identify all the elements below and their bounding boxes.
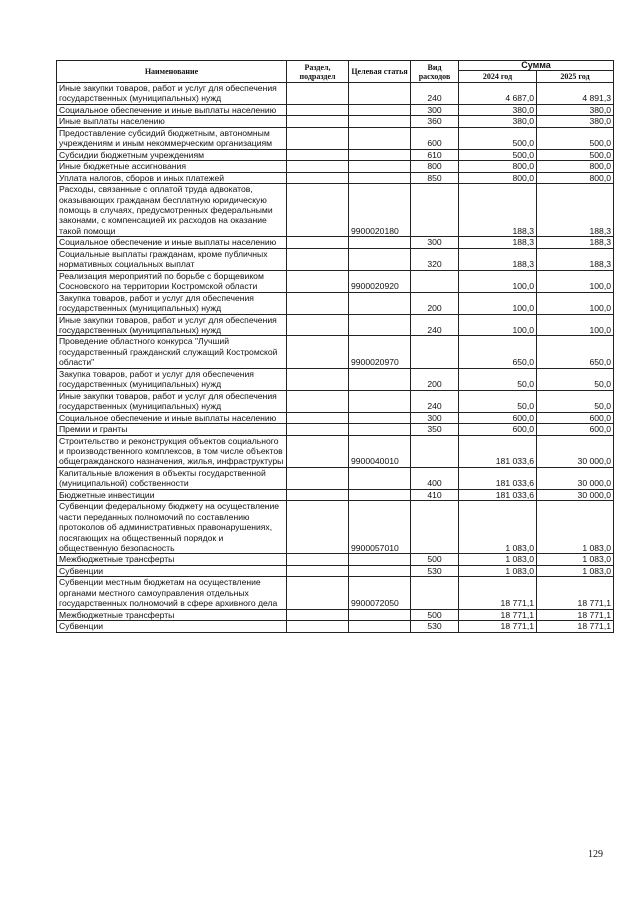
cell-2024: 500,0: [459, 149, 537, 160]
cell-type: [411, 270, 459, 292]
cell-target: [349, 149, 411, 160]
cell-target: [349, 554, 411, 565]
cell-2025: 1 083,0: [537, 554, 614, 565]
cell-target: [349, 83, 411, 105]
cell-type: 300: [411, 104, 459, 115]
cell-type: 300: [411, 412, 459, 423]
cell-2024: 18 771,1: [459, 621, 537, 632]
cell-name: Иные бюджетные ассигнования: [57, 161, 287, 172]
table-row: [57, 161, 614, 172]
table-row: [57, 83, 614, 105]
table-row: [57, 412, 614, 423]
cell-2025: 500,0: [537, 127, 614, 149]
cell-type: 350: [411, 424, 459, 435]
cell-type: 360: [411, 116, 459, 127]
cell-2024: 600,0: [459, 424, 537, 435]
cell-target: [349, 104, 411, 115]
cell-2024: 181 033,6: [459, 435, 537, 467]
cell-section: [287, 565, 349, 576]
cell-2025: 30 000,0: [537, 467, 614, 489]
cell-name: Строительство и реконструкция объектов социального и производственного комплексов, в том числе объектов общегражданского назначения, жилья, инфраструктуры: [57, 435, 287, 467]
cell-name: Иные закупки товаров, работ и услуг для обеспечения государственных (муниципальных) нужд: [57, 390, 287, 412]
table-row: [57, 390, 614, 412]
cell-2024: 1 083,0: [459, 554, 537, 565]
cell-name: Реализация мероприятий по борьбе с борщевиком Сосновского на территории Костромской области: [57, 270, 287, 292]
cell-target: [349, 390, 411, 412]
table-row: [57, 104, 614, 115]
cell-section: [287, 467, 349, 489]
cell-section: [287, 424, 349, 435]
table-row: [57, 565, 614, 576]
cell-2025: 188,3: [537, 184, 614, 237]
cell-2024: 50,0: [459, 390, 537, 412]
cell-2024: 18 771,1: [459, 609, 537, 620]
cell-2024: 380,0: [459, 116, 537, 127]
cell-2025: 50,0: [537, 368, 614, 390]
cell-2024: 18 771,1: [459, 577, 537, 609]
page-number: 129: [588, 849, 603, 860]
cell-target: [349, 237, 411, 248]
cell-type: 530: [411, 565, 459, 576]
budget-table: [56, 60, 614, 633]
table-row: [57, 609, 614, 620]
cell-name: Капитальные вложения в объекты государственной (муниципальной) собственности: [57, 467, 287, 489]
cell-name: Субвенции: [57, 621, 287, 632]
cell-2024: 1 083,0: [459, 501, 537, 554]
table-row: [57, 292, 614, 314]
header-sum: Сумма: [459, 61, 614, 71]
cell-target: 9900020970: [349, 336, 411, 368]
cell-type: 400: [411, 467, 459, 489]
cell-2024: 181 033,6: [459, 467, 537, 489]
cell-name: Социальное обеспечение и иные выплаты населению: [57, 104, 287, 115]
cell-target: [349, 161, 411, 172]
cell-2025: 30 000,0: [537, 489, 614, 500]
cell-2025: 100,0: [537, 314, 614, 336]
cell-2024: 100,0: [459, 292, 537, 314]
cell-2025: 600,0: [537, 424, 614, 435]
cell-target: [349, 314, 411, 336]
cell-section: [287, 412, 349, 423]
cell-type: 800: [411, 161, 459, 172]
cell-target: [349, 368, 411, 390]
cell-2025: 188,3: [537, 248, 614, 270]
cell-section: [287, 609, 349, 620]
cell-section: [287, 149, 349, 160]
cell-type: 500: [411, 554, 459, 565]
cell-target: [349, 127, 411, 149]
cell-target: 9900057010: [349, 501, 411, 554]
cell-type: [411, 501, 459, 554]
cell-section: [287, 489, 349, 500]
cell-2024: 500,0: [459, 127, 537, 149]
cell-section: [287, 172, 349, 183]
header-type: Вид расходов: [411, 61, 459, 83]
cell-target: [349, 292, 411, 314]
cell-2025: 188,3: [537, 237, 614, 248]
cell-type: 240: [411, 83, 459, 105]
cell-name: Иные выплаты населению: [57, 116, 287, 127]
cell-section: [287, 184, 349, 237]
cell-section: [287, 292, 349, 314]
cell-name: Субвенции: [57, 565, 287, 576]
cell-name: Расходы, связанные с оплатой труда адвокатов, оказывающих гражданам бесплатную юридическую помощь в случаях, предусмотренных федеральными законами, с компенсацией их расходов на оказание такой помощи: [57, 184, 287, 237]
cell-target: [349, 467, 411, 489]
cell-name: Межбюджетные трансферты: [57, 554, 287, 565]
cell-name: Предоставление субсидий бюджетным, автономным учреждениям и иным некоммерческим организациям: [57, 127, 287, 149]
cell-type: 200: [411, 368, 459, 390]
header-name: Наименование: [57, 61, 287, 83]
table-row: [57, 621, 614, 632]
cell-type: [411, 435, 459, 467]
table-row: [57, 237, 614, 248]
cell-section: [287, 577, 349, 609]
cell-type: 500: [411, 609, 459, 620]
cell-2025: 800,0: [537, 161, 614, 172]
table-row: [57, 424, 614, 435]
cell-2025: 380,0: [537, 104, 614, 115]
cell-2025: 500,0: [537, 149, 614, 160]
cell-target: 9900020920: [349, 270, 411, 292]
cell-name: Бюджетные инвестиции: [57, 489, 287, 500]
table-row: [57, 248, 614, 270]
table-row: [57, 435, 614, 467]
cell-target: [349, 609, 411, 620]
cell-2025: 18 771,1: [537, 621, 614, 632]
table-row: [57, 554, 614, 565]
header-2025: 2025 год: [537, 71, 614, 83]
cell-section: [287, 104, 349, 115]
cell-2024: 100,0: [459, 314, 537, 336]
cell-name: Закупка товаров, работ и услуг для обеспечения государственных (муниципальных) нужд: [57, 368, 287, 390]
cell-section: [287, 435, 349, 467]
cell-section: [287, 161, 349, 172]
table-row: [57, 336, 614, 368]
cell-2025: 100,0: [537, 292, 614, 314]
cell-type: [411, 336, 459, 368]
cell-2025: 100,0: [537, 270, 614, 292]
table-row: [57, 149, 614, 160]
header-2024: 2024 год: [459, 71, 537, 83]
cell-name: Иные закупки товаров, работ и услуг для обеспечения государственных (муниципальных) нужд: [57, 83, 287, 105]
cell-name: Субсидии бюджетным учреждениям: [57, 149, 287, 160]
cell-section: [287, 336, 349, 368]
cell-2024: 188,3: [459, 237, 537, 248]
cell-2024: 650,0: [459, 336, 537, 368]
cell-target: 9900040010: [349, 435, 411, 467]
cell-type: 610: [411, 149, 459, 160]
cell-section: [287, 621, 349, 632]
cell-section: [287, 270, 349, 292]
cell-target: 9900072050: [349, 577, 411, 609]
cell-section: [287, 368, 349, 390]
cell-section: [287, 390, 349, 412]
cell-target: [349, 116, 411, 127]
cell-2024: 600,0: [459, 412, 537, 423]
cell-type: 240: [411, 314, 459, 336]
cell-type: 300: [411, 237, 459, 248]
table-row: [57, 314, 614, 336]
cell-name: Субвенции федеральному бюджету на осуществление части переданных полномочий по составлению протоколов об административных правонарушениях, посягающих на общественный порядок и общественную безопасность: [57, 501, 287, 554]
table-row: [57, 368, 614, 390]
cell-target: [349, 248, 411, 270]
cell-section: [287, 83, 349, 105]
cell-2025: 600,0: [537, 412, 614, 423]
cell-2024: 800,0: [459, 172, 537, 183]
cell-section: [287, 554, 349, 565]
table-row: [57, 501, 614, 554]
cell-2024: 50,0: [459, 368, 537, 390]
cell-name: Субвенции местным бюджетам на осуществление органами местного самоуправления отдельных государственных полномочий в сфере архивного дела: [57, 577, 287, 609]
table-row: [57, 184, 614, 237]
cell-2025: 18 771,1: [537, 609, 614, 620]
cell-2025: 1 083,0: [537, 565, 614, 576]
table-row: [57, 467, 614, 489]
cell-type: 240: [411, 390, 459, 412]
header-target: Целевая статья: [349, 61, 411, 83]
cell-2024: 188,3: [459, 184, 537, 237]
cell-target: [349, 412, 411, 423]
cell-2024: 188,3: [459, 248, 537, 270]
cell-name: Социальные выплаты гражданам, кроме публичных нормативных социальных выплат: [57, 248, 287, 270]
cell-name: Премии и гранты: [57, 424, 287, 435]
cell-name: Социальное обеспечение и иные выплаты населению: [57, 412, 287, 423]
table-row: [57, 577, 614, 609]
cell-type: 200: [411, 292, 459, 314]
cell-type: 850: [411, 172, 459, 183]
cell-name: Социальное обеспечение и иные выплаты населению: [57, 237, 287, 248]
table-row: [57, 172, 614, 183]
cell-2024: 4 687,0: [459, 83, 537, 105]
cell-section: [287, 314, 349, 336]
cell-2025: 650,0: [537, 336, 614, 368]
cell-2025: 18 771,1: [537, 577, 614, 609]
cell-name: Уплата налогов, сборов и иных платежей: [57, 172, 287, 183]
cell-2025: 50,0: [537, 390, 614, 412]
cell-type: [411, 184, 459, 237]
cell-type: 530: [411, 621, 459, 632]
cell-section: [287, 237, 349, 248]
cell-2024: 380,0: [459, 104, 537, 115]
cell-section: [287, 116, 349, 127]
cell-name: Межбюджетные трансферты: [57, 609, 287, 620]
cell-target: [349, 565, 411, 576]
cell-2025: 30 000,0: [537, 435, 614, 467]
table-row: [57, 270, 614, 292]
cell-target: [349, 172, 411, 183]
cell-2024: 1 083,0: [459, 565, 537, 576]
cell-section: [287, 501, 349, 554]
cell-name: Иные закупки товаров, работ и услуг для обеспечения государственных (муниципальных) нужд: [57, 314, 287, 336]
cell-2025: 4 891,3: [537, 83, 614, 105]
table-body: [57, 83, 614, 633]
cell-name: Проведение областного конкурса "Лучший государственный гражданский служащий Костромской области": [57, 336, 287, 368]
header-section: Раздел, подраздел: [287, 61, 349, 83]
cell-target: [349, 621, 411, 632]
cell-type: 600: [411, 127, 459, 149]
cell-type: 320: [411, 248, 459, 270]
cell-section: [287, 127, 349, 149]
table-row: [57, 127, 614, 149]
cell-2025: 1 083,0: [537, 501, 614, 554]
cell-type: [411, 577, 459, 609]
cell-section: [287, 248, 349, 270]
cell-target: [349, 424, 411, 435]
cell-2025: 380,0: [537, 116, 614, 127]
table-row: [57, 116, 614, 127]
cell-name: Закупка товаров, работ и услуг для обеспечения государственных (муниципальных) нужд: [57, 292, 287, 314]
cell-type: 410: [411, 489, 459, 500]
cell-2025: 800,0: [537, 172, 614, 183]
table-row: [57, 489, 614, 500]
cell-2024: 100,0: [459, 270, 537, 292]
cell-target: [349, 489, 411, 500]
cell-2024: 800,0: [459, 161, 537, 172]
cell-target: 9900020180: [349, 184, 411, 237]
cell-2024: 181 033,6: [459, 489, 537, 500]
